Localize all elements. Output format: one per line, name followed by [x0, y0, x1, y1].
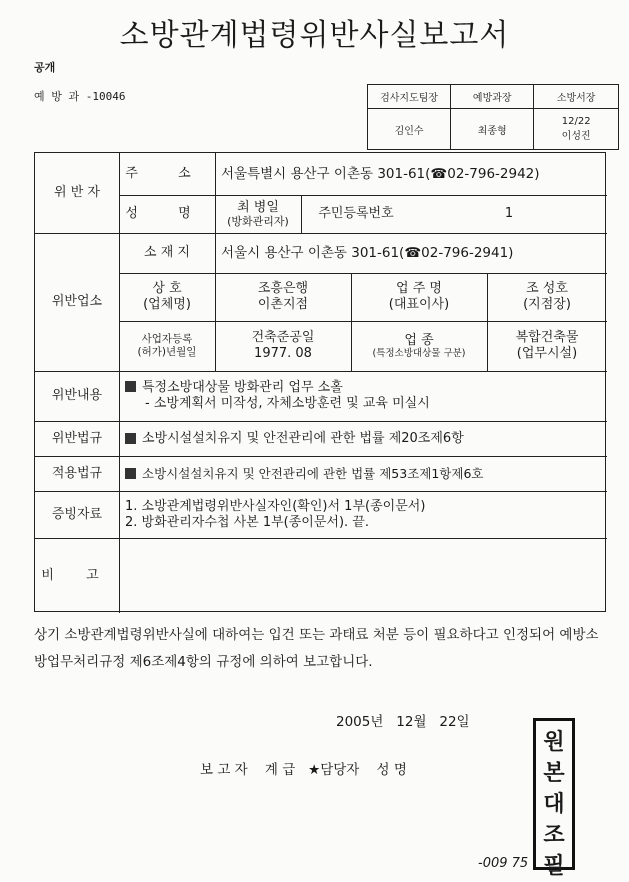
stamp-char-5: 필 [543, 854, 565, 879]
reg-label-2: (허가)년월일 [137, 346, 197, 358]
owner-label: 업 주 명 [396, 281, 442, 297]
stamp-char-1: 원 [543, 730, 565, 755]
approval-header-3: 소방서장 [534, 85, 619, 109]
approval-name-1: 김인수 [368, 109, 451, 150]
trade-value-2: 이촌지점 [257, 297, 309, 312]
stamp-char-4: 조 [543, 823, 565, 848]
address-label: 주 소 [125, 166, 209, 182]
approval-header-1: 검사지도팀장 [368, 85, 451, 109]
reporter-line: 보 고 자 계 급 ★담당자 성 명 [200, 762, 407, 778]
document-number: 예 방 과 -10046 [34, 90, 126, 103]
evidence-2: 2. 방화관리자수첩 사본 1부(종이문서). 끝. [125, 514, 369, 530]
trade-sub: (업체명) [143, 297, 191, 312]
document-title: 소방관계법령위반사실보고서 [119, 18, 510, 53]
type-value-cell [487, 321, 607, 371]
checkbox-icon [125, 468, 136, 479]
violation-law: 소방시설설치유지 및 안전관리에 관한 법률 제20조제6항 [142, 430, 464, 446]
violation-law-label: 위반법규 [51, 430, 103, 446]
violation-content-2: - 소방계획서 미작성, 자체소방훈련 및 교육 미실시 [145, 396, 430, 411]
business-label: 위반업소 [51, 294, 103, 310]
reg-label-1: 사업자등록 [141, 333, 193, 346]
applied-law-label: 적용법규 [51, 465, 103, 481]
location-label: 소 재 지 [144, 245, 190, 261]
checkbox-icon [125, 381, 136, 392]
trade-label-cell [119, 273, 215, 321]
type-value-1: 복합건축물 [515, 330, 579, 346]
stamp-char-2: 본 [543, 761, 565, 786]
type-label-cell [351, 321, 487, 371]
type-label: 업 종 [404, 332, 434, 348]
rrn-value: 1 [504, 206, 514, 222]
violator-name: 최 병일 [237, 199, 279, 215]
trade-value-cell [215, 273, 351, 321]
evidence-label: 증빙자료 [51, 506, 103, 522]
violator-name-cell [215, 195, 301, 233]
owner-value-1: 조 성호 [526, 281, 568, 297]
remarks-value [119, 538, 607, 613]
violation-law-cell [119, 421, 607, 456]
evidence-cell [119, 491, 607, 538]
approval-name-2: 최종형 [451, 109, 534, 150]
violator-name-note: (방화관리자) [227, 215, 289, 229]
owner-label-cell [351, 273, 487, 321]
type-value-2: (업무시설) [516, 346, 578, 361]
approval-table [367, 84, 619, 150]
report-table [34, 152, 606, 612]
remarks-label: 비 고 [41, 567, 113, 583]
violation-content-cell [119, 371, 607, 421]
handwritten-note: -009 75 [478, 856, 529, 871]
checkbox-icon [125, 433, 136, 444]
violator-label: 위 반 자 [54, 185, 100, 201]
owner-value-2: (지점장) [523, 297, 571, 312]
report-body-text: 상기 소방관계법령위반사실에 대하여는 입건 또는 과태료 처분 등이 필요하다고 인정되어 예방소방업무처리규정 제6조제4항의 규정에 의하여 보고합니다. [34, 627, 599, 670]
business-location: 서울시 용산구 이촌동 301-61(☎02-796-2941) [221, 244, 514, 261]
violation-content-1: 특정소방대상물 방화관리 업무 소홀 [142, 380, 343, 396]
violation-content-label: 위반내용 [51, 388, 103, 404]
approval-header-2: 예방과장 [451, 85, 534, 109]
name-label: 성 명 [125, 206, 209, 222]
trade-value-1: 조흥은행 [257, 281, 309, 297]
report-date: 2005년 12월 22일 [336, 714, 470, 730]
built-value: 1977. 08 [254, 346, 312, 361]
applied-law-cell [119, 456, 607, 491]
evidence-1: 1. 소방관계법령위반사실자인(확인)서 1부(종이문서) [125, 498, 426, 514]
original-verified-stamp [533, 718, 575, 879]
built-label: 건축준공일 [251, 330, 315, 346]
owner-value-cell [487, 273, 607, 321]
violator-address: 서울특별시 용산구 이촌동 301-61(☎02-796-2942) [221, 165, 540, 182]
reg-label-cell [119, 321, 215, 371]
type-sub: (특정소방대상물 구분) [372, 348, 466, 360]
applied-law: 소방시설설치유지 및 안전관리에 관한 법률 제53조제1항제6호 [142, 466, 484, 481]
trade-label: 상 호 [152, 281, 182, 297]
owner-sub: (대표이사) [388, 297, 450, 312]
disclosure-label: 공개 [34, 61, 56, 74]
built-cell [215, 321, 351, 371]
approval-name-3: 12/22 이성진 [534, 109, 619, 150]
stamp-char-3: 대 [543, 792, 565, 817]
rrn-label: 주민등록번호 [318, 206, 394, 222]
